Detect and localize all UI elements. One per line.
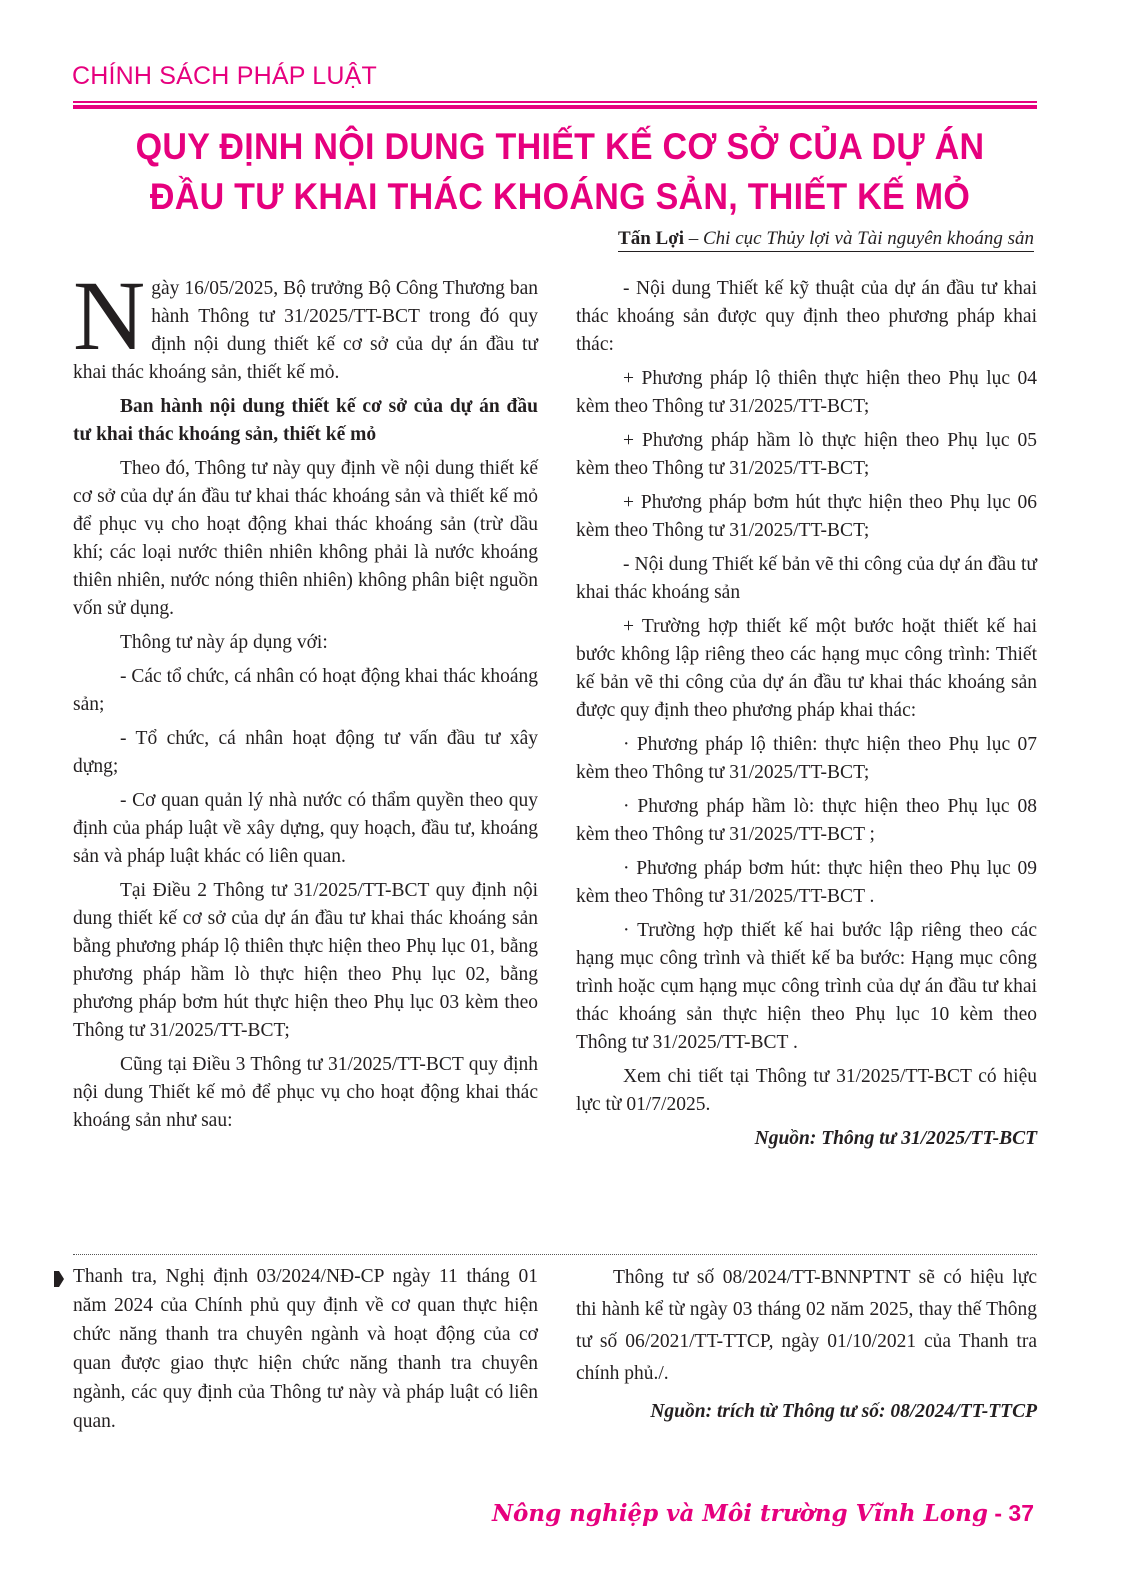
list-item: + Trường hợp thiết kế một bước hoặt thiết kế hai bước không lập riêng theo các hạng mục công trình: Thiết kế bản vẽ thi công của dự án đầu tư khai thác khoáng sản được quy định theo phương pháp khai thác: [576,616,1037,721]
byline-separator: – [684,228,703,249]
section-label: CHÍNH SÁCH PHÁP LUẬT [72,62,377,90]
list-item: · Phương pháp lộ thiên: thực hiện theo Phụ lục 07 kèm theo Thông tư 31/2025/TT-BCT; [576,734,1037,783]
list-item: · Phương pháp bơm hút: thực hiện theo Phụ lục 09 kèm theo Thông tư 31/2025/TT-BCT . [576,858,1037,907]
list-item: + Phương pháp lộ thiên thực hiện theo Phụ lục 04 kèm theo Thông tư 31/2025/TT-BCT; [576,368,1037,417]
list-item: + Phương pháp bơm hút thực hiện theo Phụ lục 06 kèm theo Thông tư 31/2025/TT-BCT; [576,492,1037,541]
list-item: - Các tổ chức, cá nhân có hoạt động khai thác khoáng sản; [73,666,538,715]
magazine-name: Nông nghiệp và Môi trường Vĩnh Long [492,1500,988,1527]
paragraph: Thông tư này áp dụng với: [120,632,328,653]
list-item: - Tổ chức, cá nhân hoạt động tư vấn đầu tư xây dựng; [73,728,538,777]
list-item: - Cơ quan quản lý nhà nước có thẩm quyền theo quy định của pháp luật về xây dựng, quy hoạch, đầu tư, khoáng sản và pháp luật khác có liên quan. [73,790,538,867]
continued-source: Nguồn: trích từ Thông tư số: 08/2024/TT-TTCP [650,1401,1037,1422]
header-rule-thin [73,101,1037,103]
continued-text-left: Thanh tra, Nghị định 03/2024/NĐ-CP ngày 11 tháng 01 năm 2024 của Chính phủ quy định về cơ quan thực hiện chức năng thanh tra chuyên ngành và hoạt động của cơ quan được giao thực hiện chức năng thanh tra chuyên ngành, các quy định của Thông tư này và pháp luật có liên quan. [73,1266,538,1432]
list-item: - Nội dung Thiết kế bản vẽ thi công của dự án đầu tư khai thác khoáng sản [576,554,1037,603]
byline [618,228,1034,252]
article-column-left [73,260,538,1141]
continued-text-right [576,1262,1037,1428]
list-item: · Trường hợp thiết kế hai bước lập riêng theo các hạng mục công trình và thiết kế ba bước: Hạng mục công trình hoặc cụm hạng mục công trình của dự án đầu tư khai thác khoáng sản thực hiện theo Phụ lục 10 kèm theo Thông tư 31/2025/TT-BCT . [576,920,1037,1053]
footer-separator: - [987,1500,1009,1526]
drop-cap: N [73,260,146,371]
article-column-right [576,275,1037,1159]
paragraph: Theo đó, Thông tư này quy định về nội dung thiết kế cơ sở của dự án đầu tư khai thác khoáng sản và thiết kế mỏ để phục vụ cho hoạt động khai thác khoáng sản (trừ dầu khí; các loại nước thiên nhiên không phải là nước khoáng thiên nhiên, nước nóng thiên nhiên) không phân biệt nguồn vốn sử dụng. [73,458,538,619]
page-footer [492,1500,1034,1527]
headline-line-1: QUY ĐỊNH NỘI DUNG THIẾT KẾ CƠ SỞ CỦA DỰ ÁN [135,126,985,167]
paragraph: Tại Điều 2 Thông tư 31/2025/TT-BCT quy định nội dung thiết kế cơ sở của dự án đầu tư khai thác khoáng sản bằng phương pháp lộ thiên thực hiện theo Phụ lục 01, bằng phương pháp hầm lò thực hiện theo Phụ lục 02, bằng phương pháp bơm hút thực hiện theo Phụ lục 03 kèm theo Thông tư 31/2025/TT-BCT; [73,880,538,1041]
header-rule-thick [73,105,1037,109]
list-item: · Phương pháp hầm lò: thực hiện theo Phụ lục 08 kèm theo Thông tư 31/2025/TT-BCT ; [576,796,1037,845]
page-number: 37 [1008,1500,1034,1526]
article-headline [100,122,1020,222]
section-divider [73,1254,1037,1255]
subheading: Ban hành nội dung thiết kế cơ sở của dự án đầu tư khai thác khoáng sản, thiết kế mỏ [73,396,538,445]
lead-paragraph [73,260,538,387]
author-name: Tấn Lợi [618,228,684,249]
author-organization: Chi cục Thủy lợi và Tài nguyên khoáng sản [703,228,1034,249]
paragraph: Cũng tại Điều 3 Thông tư 31/2025/TT-BCT quy định nội dung Thiết kế mỏ để phục vụ cho hoạt động khai thác khoáng sản như sau: [73,1054,538,1131]
list-item: - Nội dung Thiết kế kỹ thuật của dự án đầu tư khai thác khoáng sản được quy định theo phương pháp khai thác: [576,278,1037,355]
lead-text: gày 16/05/2025, Bộ trưởng Bộ Công Thương ban hành Thông tư 31/2025/TT-BCT trong đó quy định nội dung thiết kế cơ sở của dự án đầu tư khai thác khoáng sản, thiết kế mỏ. [73,278,538,383]
article-source: Nguồn: Thông tư 31/2025/TT-BCT [754,1128,1037,1149]
list-item: + Phương pháp hầm lò thực hiện theo Phụ lục 05 kèm theo Thông tư 31/2025/TT-BCT; [576,430,1037,479]
headline-line-2: ĐẦU TƯ KHAI THÁC KHOÁNG SẢN, THIẾT KẾ MỎ [149,176,971,217]
continuation-arrow-icon [53,1269,65,1289]
paragraph: Xem chi tiết tại Thông tư 31/2025/TT-BCT có hiệu lực từ 01/7/2025. [576,1066,1037,1115]
continued-paragraph: Thông tư số 08/2024/TT-BNNPTNT sẽ có hiệu lực thi hành kể từ ngày 03 tháng 02 năm 2025, thay thế Thông tư số 06/2021/TT-TTCP, ngày 01/10/2021 của Thanh tra chính phủ./. [576,1267,1037,1384]
